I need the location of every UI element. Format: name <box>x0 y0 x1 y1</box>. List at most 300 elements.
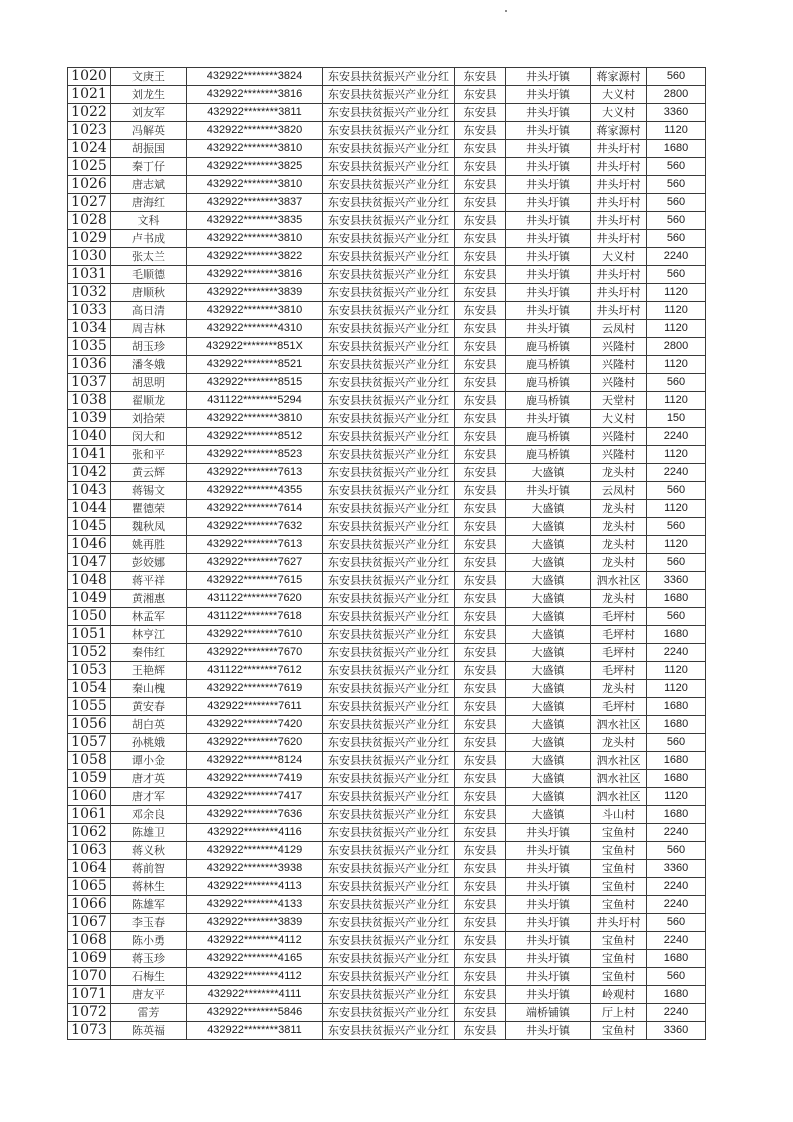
town-cell: 井头圩镇 <box>506 284 591 302</box>
id-number-cell: 432922********3938 <box>187 860 323 878</box>
amount-cell: 2240 <box>647 644 706 662</box>
project-name-cell: 东安县扶贫振兴产业分红 <box>323 644 455 662</box>
project-name-cell: 东安县扶贫振兴产业分红 <box>323 338 455 356</box>
village-cell: 兴隆村 <box>591 374 647 392</box>
project-name-cell: 东安县扶贫振兴产业分红 <box>323 824 455 842</box>
county-cell: 东安县 <box>455 86 506 104</box>
village-cell: 毛坪村 <box>591 698 647 716</box>
row-number-cell: 1065 <box>68 878 111 896</box>
amount-cell: 1120 <box>647 284 706 302</box>
project-name-cell: 东安县扶贫振兴产业分红 <box>323 950 455 968</box>
recipient-name-cell: 魏秋凤 <box>111 518 187 536</box>
project-name-cell: 东安县扶贫振兴产业分红 <box>323 284 455 302</box>
id-number-cell: 432922********851X <box>187 338 323 356</box>
town-cell: 大盛镇 <box>506 554 591 572</box>
county-cell: 东安县 <box>455 392 506 410</box>
id-number-cell: 432922********3839 <box>187 914 323 932</box>
table-row <box>68 1022 706 1040</box>
town-cell: 井头圩镇 <box>506 878 591 896</box>
town-cell: 井头圩镇 <box>506 266 591 284</box>
town-cell: 井头圩镇 <box>506 176 591 194</box>
county-cell: 东安县 <box>455 464 506 482</box>
table-row <box>68 788 706 806</box>
row-number-cell: 1055 <box>68 698 111 716</box>
amount-cell: 560 <box>647 212 706 230</box>
recipient-name-cell: 周吉林 <box>111 320 187 338</box>
row-number-cell: 1023 <box>68 122 111 140</box>
recipient-name-cell: 唐才军 <box>111 788 187 806</box>
project-name-cell: 东安县扶贫振兴产业分红 <box>323 932 455 950</box>
village-cell: 龙头村 <box>591 536 647 554</box>
recipient-name-cell: 闵大和 <box>111 428 187 446</box>
county-cell: 东安县 <box>455 752 506 770</box>
row-number-cell: 1038 <box>68 392 111 410</box>
village-cell: 宝鱼村 <box>591 878 647 896</box>
project-name-cell: 东安县扶贫振兴产业分红 <box>323 914 455 932</box>
row-number-cell: 1056 <box>68 716 111 734</box>
village-cell: 岭观村 <box>591 986 647 1004</box>
village-cell: 宝鱼村 <box>591 842 647 860</box>
project-name-cell: 东安县扶贫振兴产业分红 <box>323 1004 455 1022</box>
row-number-cell: 1025 <box>68 158 111 176</box>
town-cell: 鹿马桥镇 <box>506 446 591 464</box>
village-cell: 兴隆村 <box>591 428 647 446</box>
id-number-cell: 432922********8515 <box>187 374 323 392</box>
county-cell: 东安县 <box>455 860 506 878</box>
table-row <box>68 122 706 140</box>
table-row <box>68 266 706 284</box>
table-row <box>68 716 706 734</box>
payout-table <box>67 67 706 1040</box>
recipient-name-cell: 唐才英 <box>111 770 187 788</box>
amount-cell: 560 <box>647 842 706 860</box>
recipient-name-cell: 蒋林生 <box>111 878 187 896</box>
amount-cell: 1120 <box>647 662 706 680</box>
county-cell: 东安县 <box>455 626 506 644</box>
amount-cell: 560 <box>647 482 706 500</box>
recipient-name-cell: 刘友军 <box>111 104 187 122</box>
town-cell: 鹿马桥镇 <box>506 338 591 356</box>
scan-speck <box>505 10 507 12</box>
project-name-cell: 东安县扶贫振兴产业分红 <box>323 716 455 734</box>
village-cell: 宝鱼村 <box>591 824 647 842</box>
village-cell: 毛坪村 <box>591 608 647 626</box>
county-cell: 东安县 <box>455 410 506 428</box>
id-number-cell: 432922********7611 <box>187 698 323 716</box>
table-row <box>68 410 706 428</box>
county-cell: 东安县 <box>455 374 506 392</box>
project-name-cell: 东安县扶贫振兴产业分红 <box>323 860 455 878</box>
town-cell: 大盛镇 <box>506 662 591 680</box>
row-number-cell: 1062 <box>68 824 111 842</box>
town-cell: 井头圩镇 <box>506 842 591 860</box>
recipient-name-cell: 陈小勇 <box>111 932 187 950</box>
county-cell: 东安县 <box>455 356 506 374</box>
town-cell: 大盛镇 <box>506 464 591 482</box>
town-cell: 井头圩镇 <box>506 410 591 428</box>
recipient-name-cell: 陈英福 <box>111 1022 187 1040</box>
table-row <box>68 986 706 1004</box>
table-row <box>68 320 706 338</box>
village-cell: 井头圩村 <box>591 176 647 194</box>
county-cell: 东安县 <box>455 554 506 572</box>
id-number-cell: 432922********4133 <box>187 896 323 914</box>
village-cell: 宝鱼村 <box>591 950 647 968</box>
village-cell: 大义村 <box>591 248 647 266</box>
county-cell: 东安县 <box>455 176 506 194</box>
id-number-cell: 432922********3810 <box>187 230 323 248</box>
amount-cell: 1680 <box>647 752 706 770</box>
village-cell: 龙头村 <box>591 734 647 752</box>
amount-cell: 3360 <box>647 1022 706 1040</box>
project-name-cell: 东安县扶贫振兴产业分红 <box>323 248 455 266</box>
id-number-cell: 432922********4355 <box>187 482 323 500</box>
id-number-cell: 432922********4112 <box>187 932 323 950</box>
project-name-cell: 东安县扶贫振兴产业分红 <box>323 176 455 194</box>
project-name-cell: 东安县扶贫振兴产业分红 <box>323 554 455 572</box>
project-name-cell: 东安县扶贫振兴产业分红 <box>323 680 455 698</box>
county-cell: 东安县 <box>455 140 506 158</box>
id-number-cell: 432922********5846 <box>187 1004 323 1022</box>
project-name-cell: 东安县扶贫振兴产业分红 <box>323 806 455 824</box>
recipient-name-cell: 唐志斌 <box>111 176 187 194</box>
amount-cell: 1680 <box>647 806 706 824</box>
village-cell: 宝鱼村 <box>591 896 647 914</box>
village-cell: 云凤村 <box>591 482 647 500</box>
county-cell: 东安县 <box>455 1004 506 1022</box>
amount-cell: 1120 <box>647 302 706 320</box>
id-number-cell: 432922********7610 <box>187 626 323 644</box>
table-row <box>68 284 706 302</box>
row-number-cell: 1030 <box>68 248 111 266</box>
row-number-cell: 1045 <box>68 518 111 536</box>
id-number-cell: 432922********7636 <box>187 806 323 824</box>
table-row <box>68 662 706 680</box>
table-row <box>68 950 706 968</box>
recipient-name-cell: 刘龙生 <box>111 86 187 104</box>
recipient-name-cell: 刘拾荣 <box>111 410 187 428</box>
id-number-cell: 432922********7620 <box>187 734 323 752</box>
town-cell: 井头圩镇 <box>506 824 591 842</box>
row-number-cell: 1054 <box>68 680 111 698</box>
town-cell: 井头圩镇 <box>506 1022 591 1040</box>
county-cell: 东安县 <box>455 266 506 284</box>
id-number-cell: 432922********7614 <box>187 500 323 518</box>
row-number-cell: 1051 <box>68 626 111 644</box>
project-name-cell: 东安县扶贫振兴产业分红 <box>323 212 455 230</box>
project-name-cell: 东安县扶贫振兴产业分红 <box>323 302 455 320</box>
row-number-cell: 1024 <box>68 140 111 158</box>
town-cell: 大盛镇 <box>506 626 591 644</box>
table-row <box>68 158 706 176</box>
recipient-name-cell: 秦伟红 <box>111 644 187 662</box>
id-number-cell: 432922********4116 <box>187 824 323 842</box>
id-number-cell: 432922********3835 <box>187 212 323 230</box>
table-row <box>68 104 706 122</box>
row-number-cell: 1021 <box>68 86 111 104</box>
town-cell: 大盛镇 <box>506 752 591 770</box>
town-cell: 大盛镇 <box>506 734 591 752</box>
town-cell: 井头圩镇 <box>506 86 591 104</box>
amount-cell: 1120 <box>647 788 706 806</box>
table-row <box>68 914 706 932</box>
county-cell: 东安县 <box>455 500 506 518</box>
project-name-cell: 东安县扶贫振兴产业分红 <box>323 734 455 752</box>
recipient-name-cell: 王艳辉 <box>111 662 187 680</box>
project-name-cell: 东安县扶贫振兴产业分红 <box>323 320 455 338</box>
project-name-cell: 东安县扶贫振兴产业分红 <box>323 410 455 428</box>
recipient-name-cell: 潘冬娥 <box>111 356 187 374</box>
village-cell: 龙头村 <box>591 680 647 698</box>
amount-cell: 1120 <box>647 680 706 698</box>
id-number-cell: 432922********4113 <box>187 878 323 896</box>
id-number-cell: 432922********7613 <box>187 536 323 554</box>
recipient-name-cell: 邓余良 <box>111 806 187 824</box>
id-number-cell: 432922********7670 <box>187 644 323 662</box>
table-row <box>68 770 706 788</box>
county-cell: 东安县 <box>455 914 506 932</box>
table-row <box>68 176 706 194</box>
table-row <box>68 968 706 986</box>
amount-cell: 1680 <box>647 590 706 608</box>
village-cell: 兴隆村 <box>591 338 647 356</box>
id-number-cell: 432922********3810 <box>187 176 323 194</box>
village-cell: 兴隆村 <box>591 446 647 464</box>
town-cell: 大盛镇 <box>506 644 591 662</box>
project-name-cell: 东安县扶贫振兴产业分红 <box>323 194 455 212</box>
town-cell: 大盛镇 <box>506 698 591 716</box>
town-cell: 鹿马桥镇 <box>506 356 591 374</box>
town-cell: 井头圩镇 <box>506 950 591 968</box>
county-cell: 东安县 <box>455 680 506 698</box>
village-cell: 井头圩村 <box>591 158 647 176</box>
row-number-cell: 1073 <box>68 1022 111 1040</box>
project-name-cell: 东安县扶贫振兴产业分红 <box>323 446 455 464</box>
recipient-name-cell: 陈雄卫 <box>111 824 187 842</box>
county-cell: 东安县 <box>455 734 506 752</box>
county-cell: 东安县 <box>455 716 506 734</box>
town-cell: 大盛镇 <box>506 770 591 788</box>
table-row <box>68 518 706 536</box>
recipient-name-cell: 蒋义秋 <box>111 842 187 860</box>
table-row <box>68 86 706 104</box>
recipient-name-cell: 彭姣娜 <box>111 554 187 572</box>
town-cell: 端桥铺镇 <box>506 1004 591 1022</box>
county-cell: 东安县 <box>455 122 506 140</box>
recipient-name-cell: 陈雄军 <box>111 896 187 914</box>
id-number-cell: 432922********3810 <box>187 302 323 320</box>
recipient-name-cell: 李玉春 <box>111 914 187 932</box>
project-name-cell: 东安县扶贫振兴产业分红 <box>323 842 455 860</box>
project-name-cell: 东安县扶贫振兴产业分红 <box>323 140 455 158</box>
town-cell: 大盛镇 <box>506 608 591 626</box>
table-row <box>68 680 706 698</box>
id-number-cell: 432922********8124 <box>187 752 323 770</box>
project-name-cell: 东安县扶贫振兴产业分红 <box>323 158 455 176</box>
row-number-cell: 1029 <box>68 230 111 248</box>
town-cell: 大盛镇 <box>506 572 591 590</box>
project-name-cell: 东安县扶贫振兴产业分红 <box>323 1022 455 1040</box>
county-cell: 东安县 <box>455 338 506 356</box>
recipient-name-cell: 姚再胜 <box>111 536 187 554</box>
row-number-cell: 1059 <box>68 770 111 788</box>
amount-cell: 1120 <box>647 122 706 140</box>
row-number-cell: 1066 <box>68 896 111 914</box>
village-cell: 宝鱼村 <box>591 860 647 878</box>
recipient-name-cell: 林亨江 <box>111 626 187 644</box>
village-cell: 兴隆村 <box>591 356 647 374</box>
row-number-cell: 1061 <box>68 806 111 824</box>
town-cell: 大盛镇 <box>506 590 591 608</box>
county-cell: 东安县 <box>455 428 506 446</box>
id-number-cell: 432922********3839 <box>187 284 323 302</box>
village-cell: 泗水社区 <box>591 752 647 770</box>
recipient-name-cell: 胡思明 <box>111 374 187 392</box>
village-cell: 龙头村 <box>591 590 647 608</box>
id-number-cell: 432922********7619 <box>187 680 323 698</box>
village-cell: 井头圩村 <box>591 914 647 932</box>
village-cell: 宝鱼村 <box>591 932 647 950</box>
row-number-cell: 1050 <box>68 608 111 626</box>
amount-cell: 1680 <box>647 770 706 788</box>
town-cell: 大盛镇 <box>506 788 591 806</box>
project-name-cell: 东安县扶贫振兴产业分红 <box>323 68 455 86</box>
recipient-name-cell: 高日清 <box>111 302 187 320</box>
recipient-name-cell: 文庚王 <box>111 68 187 86</box>
village-cell: 泗水社区 <box>591 716 647 734</box>
recipient-name-cell: 胡玉珍 <box>111 338 187 356</box>
table-row <box>68 446 706 464</box>
amount-cell: 2240 <box>647 932 706 950</box>
row-number-cell: 1048 <box>68 572 111 590</box>
recipient-name-cell: 卢书成 <box>111 230 187 248</box>
amount-cell: 560 <box>647 608 706 626</box>
county-cell: 东安县 <box>455 446 506 464</box>
project-name-cell: 东安县扶贫振兴产业分红 <box>323 356 455 374</box>
town-cell: 井头圩镇 <box>506 986 591 1004</box>
county-cell: 东安县 <box>455 572 506 590</box>
project-name-cell: 东安县扶贫振兴产业分红 <box>323 770 455 788</box>
table-row <box>68 464 706 482</box>
amount-cell: 1120 <box>647 500 706 518</box>
project-name-cell: 东安县扶贫振兴产业分红 <box>323 608 455 626</box>
village-cell: 井头圩村 <box>591 284 647 302</box>
recipient-name-cell: 黄云辉 <box>111 464 187 482</box>
town-cell: 井头圩镇 <box>506 860 591 878</box>
recipient-name-cell: 谭小金 <box>111 752 187 770</box>
village-cell: 蒋家源村 <box>591 122 647 140</box>
table-row <box>68 878 706 896</box>
project-name-cell: 东安县扶贫振兴产业分红 <box>323 482 455 500</box>
row-number-cell: 1040 <box>68 428 111 446</box>
amount-cell: 3360 <box>647 104 706 122</box>
row-number-cell: 1072 <box>68 1004 111 1022</box>
village-cell: 井头圩村 <box>591 194 647 212</box>
id-number-cell: 432922********7613 <box>187 464 323 482</box>
id-number-cell: 431122********5294 <box>187 392 323 410</box>
amount-cell: 1120 <box>647 392 706 410</box>
id-number-cell: 432922********3810 <box>187 410 323 428</box>
row-number-cell: 1057 <box>68 734 111 752</box>
table-row <box>68 230 706 248</box>
row-number-cell: 1063 <box>68 842 111 860</box>
table-row <box>68 752 706 770</box>
recipient-name-cell: 瞿德荣 <box>111 500 187 518</box>
project-name-cell: 东安县扶贫振兴产业分红 <box>323 752 455 770</box>
row-number-cell: 1036 <box>68 356 111 374</box>
row-number-cell: 1020 <box>68 68 111 86</box>
row-number-cell: 1031 <box>68 266 111 284</box>
table-row <box>68 860 706 878</box>
county-cell: 东安县 <box>455 608 506 626</box>
id-number-cell: 431122********7618 <box>187 608 323 626</box>
village-cell: 斗山村 <box>591 806 647 824</box>
table-row <box>68 392 706 410</box>
id-number-cell: 432922********3837 <box>187 194 323 212</box>
id-number-cell: 432922********3816 <box>187 266 323 284</box>
row-number-cell: 1067 <box>68 914 111 932</box>
county-cell: 东安县 <box>455 320 506 338</box>
recipient-name-cell: 雷芳 <box>111 1004 187 1022</box>
amount-cell: 1680 <box>647 986 706 1004</box>
row-number-cell: 1053 <box>68 662 111 680</box>
amount-cell: 2800 <box>647 338 706 356</box>
village-cell: 大义村 <box>591 86 647 104</box>
table-row <box>68 140 706 158</box>
project-name-cell: 东安县扶贫振兴产业分红 <box>323 266 455 284</box>
id-number-cell: 432922********8523 <box>187 446 323 464</box>
project-name-cell: 东安县扶贫振兴产业分红 <box>323 572 455 590</box>
county-cell: 东安县 <box>455 662 506 680</box>
amount-cell: 1680 <box>647 716 706 734</box>
project-name-cell: 东安县扶贫振兴产业分红 <box>323 500 455 518</box>
town-cell: 井头圩镇 <box>506 320 591 338</box>
project-name-cell: 东安县扶贫振兴产业分红 <box>323 986 455 1004</box>
row-number-cell: 1060 <box>68 788 111 806</box>
table-row <box>68 698 706 716</box>
id-number-cell: 432922********3816 <box>187 86 323 104</box>
village-cell: 龙头村 <box>591 518 647 536</box>
county-cell: 东安县 <box>455 698 506 716</box>
row-number-cell: 1032 <box>68 284 111 302</box>
town-cell: 井头圩镇 <box>506 248 591 266</box>
project-name-cell: 东安县扶贫振兴产业分红 <box>323 230 455 248</box>
project-name-cell: 东安县扶贫振兴产业分红 <box>323 662 455 680</box>
project-name-cell: 东安县扶贫振兴产业分红 <box>323 518 455 536</box>
recipient-name-cell: 唐顺秋 <box>111 284 187 302</box>
amount-cell: 560 <box>647 176 706 194</box>
town-cell: 井头圩镇 <box>506 194 591 212</box>
village-cell: 井头圩村 <box>591 140 647 158</box>
table-row <box>68 896 706 914</box>
village-cell: 天堂村 <box>591 392 647 410</box>
project-name-cell: 东安县扶贫振兴产业分红 <box>323 464 455 482</box>
table-row <box>68 356 706 374</box>
county-cell: 东安县 <box>455 482 506 500</box>
amount-cell: 2240 <box>647 824 706 842</box>
county-cell: 东安县 <box>455 932 506 950</box>
row-number-cell: 1058 <box>68 752 111 770</box>
village-cell: 毛坪村 <box>591 626 647 644</box>
row-number-cell: 1064 <box>68 860 111 878</box>
table-row <box>68 608 706 626</box>
row-number-cell: 1033 <box>68 302 111 320</box>
recipient-name-cell: 蒋锡文 <box>111 482 187 500</box>
row-number-cell: 1039 <box>68 410 111 428</box>
county-cell: 东安县 <box>455 806 506 824</box>
project-name-cell: 东安县扶贫振兴产业分红 <box>323 122 455 140</box>
county-cell: 东安县 <box>455 284 506 302</box>
